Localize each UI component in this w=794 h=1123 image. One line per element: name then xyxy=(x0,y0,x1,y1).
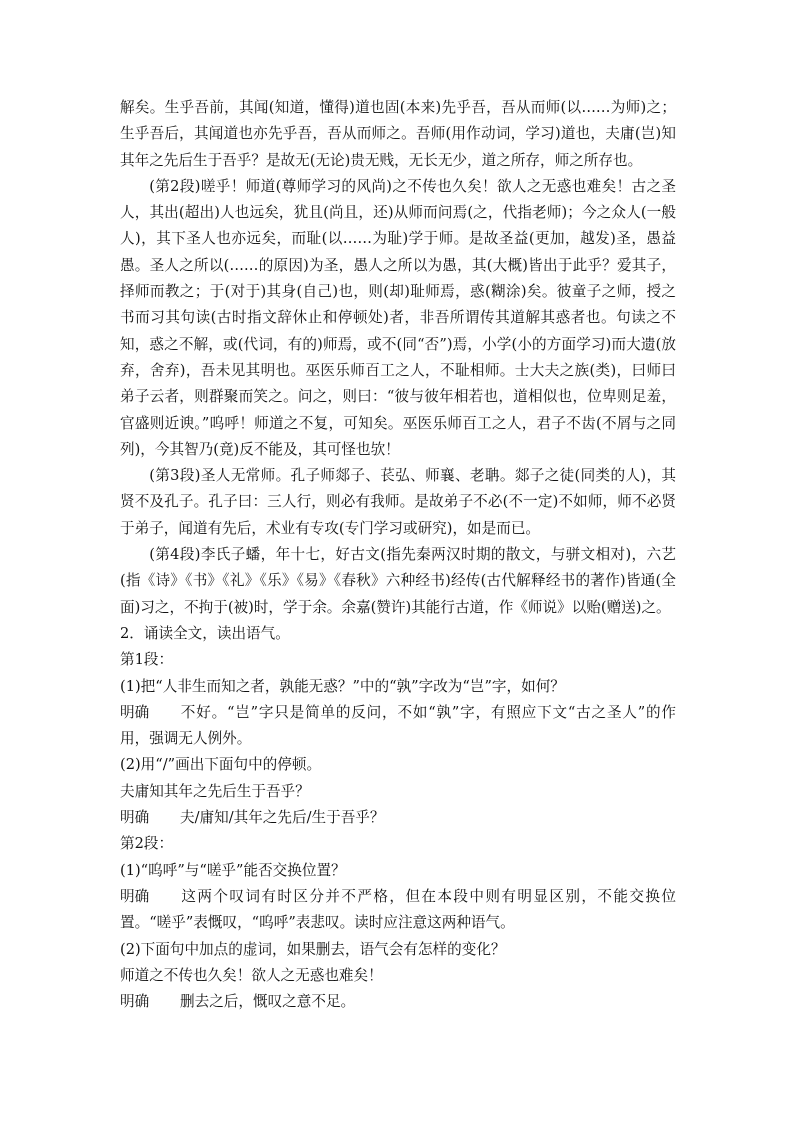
answer-2 xyxy=(120,805,676,831)
question-3: (1)“呜呼”与“嗟乎”能否交换位置？ xyxy=(120,861,346,879)
answer-text: 不好。“岂”字只是简单的反问，不如“孰”字，有照应下文“古之圣人”的作用，强调无人例外。 xyxy=(120,703,676,748)
question-4: (2)下面句中加点的虚词，如果删去，语气会有怎样的变化？ xyxy=(120,940,506,958)
answer-text: 删去之后，慨叹之意不足。 xyxy=(180,993,356,1011)
question-1: (1)把“人非生而知之者，孰能无惑？”中的“孰”字改为“岂”字，如何？ xyxy=(120,677,565,695)
answer-1 xyxy=(120,700,676,753)
answer-label: 明确 xyxy=(120,993,150,1011)
answer-4 xyxy=(120,989,676,1015)
answer-label: 明确 xyxy=(120,703,150,721)
section-heading: 2．诵读全文，读出语气。 xyxy=(120,624,290,642)
answer-label: 明确 xyxy=(120,809,150,827)
paragraph-4: (第4段)李氏子蟠，年十七，好古文(指先秦两汉时期的散文，与骈文相对)，六艺(指《诗》《书》《礼》《乐》《易》《春秋》六种经书)经传(古代解释经书的著作)皆通(全面)习之，不拘于(被)时，学于余。余嘉(赞许)其能行古道，作《师说》以贻(赠送)之。 xyxy=(120,546,676,616)
section-label-para1: 第1段： xyxy=(120,651,174,669)
paragraph-1-continued: 解矣。生乎吾前，其闻(知道，懂得)道也固(本来)先乎吾，吾从而师(以……为师)之；生乎吾后，其闻道也亦先乎吾，吾从而师之。吾师(用作动词，学习)道也，夫庸(岂)知其年之先后生于吾乎？是故无(无论)贵无贱，无长无少，道之所存，师之所存也。 xyxy=(120,99,676,169)
section-label-para2: 第2段： xyxy=(120,835,174,853)
question-2: (2)用“/”画出下面句中的停顿。 xyxy=(120,756,322,774)
answer-label: 明确 xyxy=(120,887,150,905)
answer-3 xyxy=(120,884,676,937)
document-page xyxy=(120,95,676,1015)
paragraph-2: (第2段)嗟乎！师道(尊师学习的风尚)之不传也久矣！欲人之无惑也难矣！古之圣人，其出(超出)人也远矣，犹且(尚且，还)从师而问焉(之，代指老师)；今之众人(一般人)，其下圣人也亦远矣，而耻(以……为耻)学于师。是故圣益(更加，越发)圣，愚益愚。圣人之所以(……的原因)为圣，愚人之所以为愚，其(大概)皆出于此乎？爱其子，择师而教之；于(对于)其身(自己)也，则(却)耻师焉，惑(糊涂)矣。彼童子之师，授之书而习其句读(古时指文辞休止和停顿处)者，非吾所谓传其道解其惑者也。句读之不知，惑之不解，或(代词，有的)师焉，或不(同“否”)焉，小学(小的方面学习)而大遗(放弃，舍弃)，吾未见其明也。巫医乐师百工之人，不耻相师。士大夫之族(类)，曰师曰弟子云者，则群聚而笑之。问之，则曰：“彼与彼年相若也，道相似也，位卑则足羞，官盛则近谀。”呜呼！师道之不复，可知矣。巫医乐师百工之人，君子不齿(不屑与之同列)，今其智乃(竟)反不能及，其可怪也欤！ xyxy=(120,177,676,458)
answer-text: 夫/庸知/其年之先后/生于吾乎？ xyxy=(180,809,385,827)
question-4-sentence: 师道之不传也久矣！欲人之无惑也难矣！ xyxy=(120,966,383,984)
paragraph-3: (第3段)圣人无常师。孔子师郯子、苌弘、师襄、老聃。郯子之徒(同类的人)，其贤不及孔子。孔子曰：三人行，则必有我师。是故弟子不必(不一定)不如师，师不必贤于弟子，闻道有先后，术业有专攻(专门学习或研究)，如是而已。 xyxy=(120,467,676,537)
question-2-sentence: 夫庸知其年之先后生于吾乎？ xyxy=(120,782,310,800)
answer-text: 这两个叹词有时区分并不严格，但在本段中则有明显区别，不能交换位置。“嗟乎”表慨叹，“呜呼”表悲叹。读时应注意这两种语气。 xyxy=(120,887,676,932)
